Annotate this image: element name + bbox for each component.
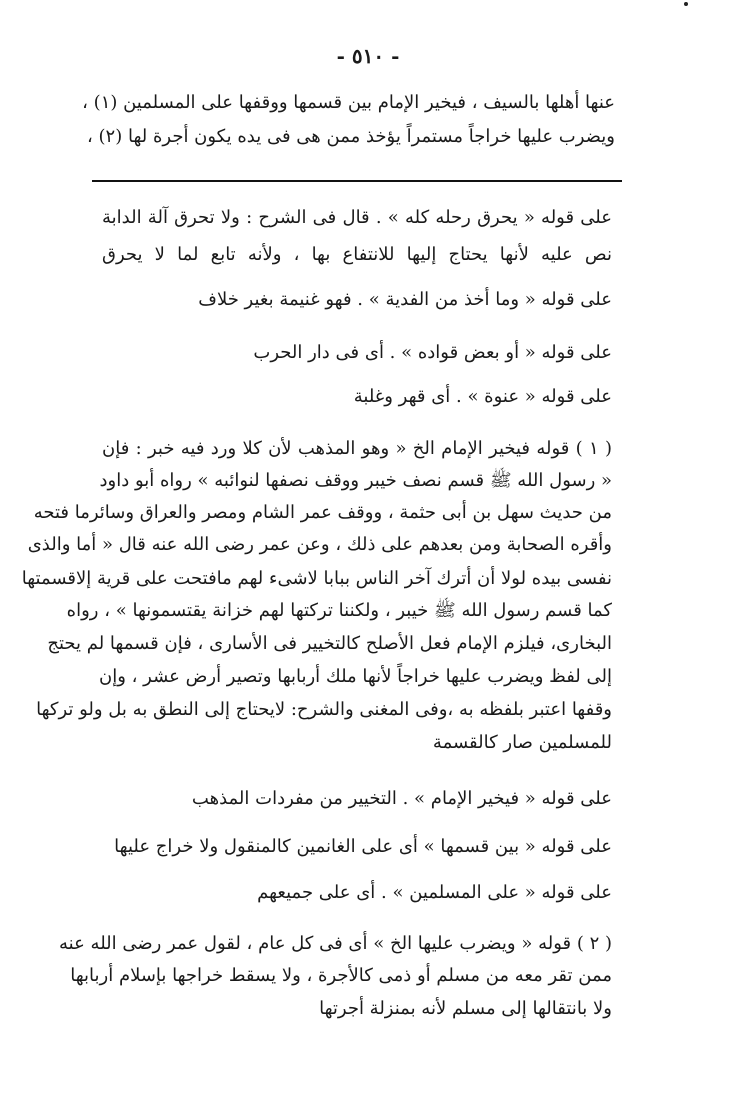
gloss-line: على قوله « وما أخذ من الفدية » . فهو غنيمة بغير خلاف [198, 289, 612, 310]
footnote-1-line: إلى لفظ ويضرب عليها خراجاً لأنها ملك أربابها وتصير أرض عشر ، وإن [99, 666, 612, 687]
footnote-1-line: كما قسم رسول الله ﷺ خيبر ، ولكننا تركتها لهم خزانة يقتسمونها » ، رواه [66, 600, 612, 621]
page-number: - ٥١٠ - [336, 44, 400, 68]
footnote-1-line: من حديث سهل بن أبى حثمة ، ووقف عمر الشام ومصر والعراق وسائرما فتحه [33, 502, 612, 523]
footnote-divider [92, 180, 622, 182]
main-text-line: ويضرب عليها خراجاً مستمراً يؤخذ ممن هى فى يده يكون أجرة لها (٢) ، [86, 126, 615, 147]
footnote-1-line: وأقره الصحابة ومن بعدهم على ذلك ، وعن عمر رضى الله عنه قال « أما والذى [27, 534, 612, 555]
footnote-1-line: نفسى بيده لولا أن أترك آخر الناس ببابا لاشىء لهم مافتحت على قرية إلاقسمتها [21, 568, 612, 589]
gloss-line: على قوله « عنوة » . أى قهر وغلبة [353, 386, 612, 407]
gloss-line: على قوله « فيخير الإمام » . التخيير من مفردات المذهب [191, 788, 612, 809]
footnote-2-line: ممن تقر معه من مسلم أو ذمى كالأجرة ، ولا يسقط خراجها بإسلام أربابها [70, 965, 612, 986]
gloss-line: على قوله « أو بعض قواده » . أى فى دار الحرب [253, 342, 612, 363]
gloss-line: على قوله « بين قسمها » أى على الغانمين كالمنقول ولا خراج عليها [114, 836, 612, 857]
footnote-2-line: ( ٢ ) قوله « ويضرب عليها الخ » أى فى كل عام ، لقول عمر رضى الله عنه [59, 933, 612, 954]
gloss-line: على قوله « على المسلمين » . أى على جميعهم [257, 882, 612, 903]
footnote-1-line: وقفها اعتبر بلفظه به ،وفى المغنى والشرح: لايحتاج إلى النطق به بل ولو تركها [36, 699, 612, 720]
footnote-2-line: ولا بانتقالها إلى مسلم لأنه بمنزلة أجرتها [319, 998, 612, 1019]
gloss-line: على قوله « يحرق رحله كله » . قال فى الشرح : ولا تحرق آلة الدابة [102, 207, 612, 228]
footnote-1-line: البخارى، فيلزم الإمام فعل الأصلح كالتخيير فى الأسارى ، فإن قسمها لم يحتج [47, 633, 612, 654]
footnote-1-line: للمسلمين صار كالقسمة [432, 732, 612, 753]
gloss-line: نص عليه لأنها يحتاج إليها للانتفاع بها ، ولأنه تابع لما لا يحرق [102, 244, 612, 265]
main-text-line: عنها أهلها بالسيف ، فيخير الإمام بين قسمها ووقفها على المسلمين (١) ، [82, 92, 615, 113]
footnote-1-line: ( ١ ) قوله فيخير الإمام الخ « وهو المذهب لأن كلا ورد فيه خبر : فإن [102, 438, 612, 459]
footnote-1-line: « رسول الله ﷺ قسم نصف خيبر ووقف نصفها لنوائبه » رواه أبو داود [99, 470, 612, 491]
ink-speck [684, 2, 688, 6]
